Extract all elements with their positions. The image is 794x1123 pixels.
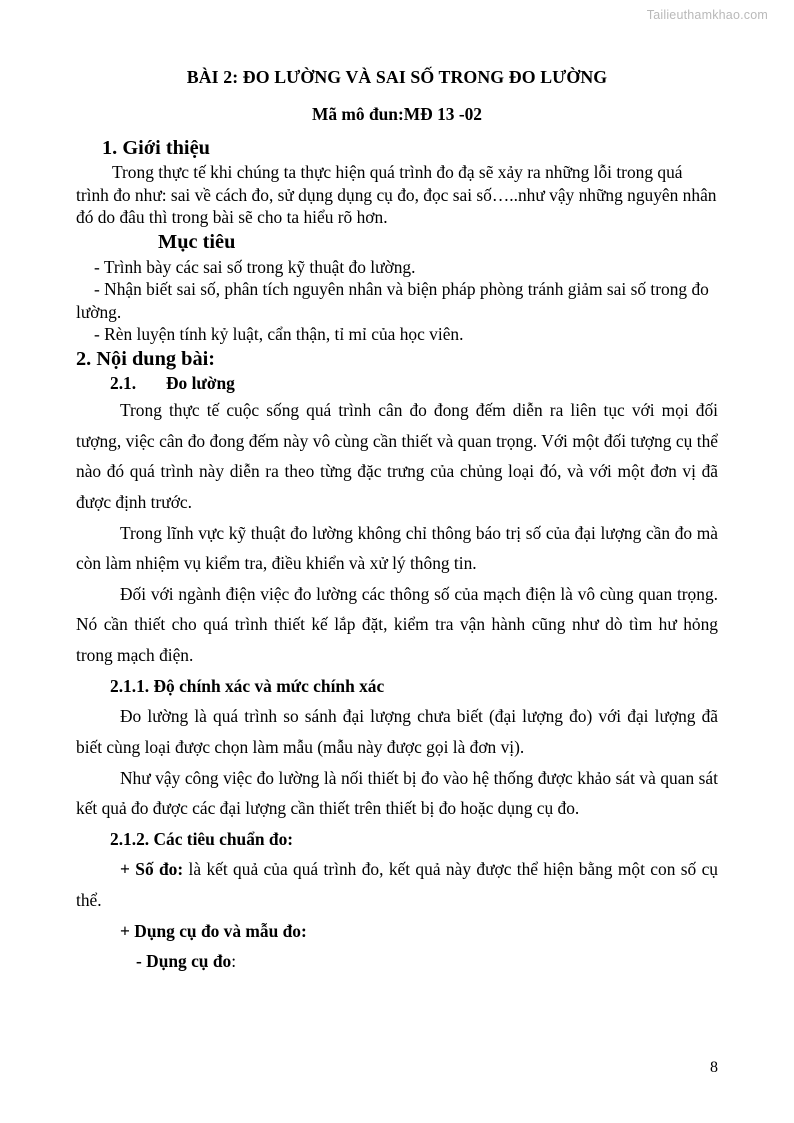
heading-section-2-1-2: 2.1.2. Các tiêu chuẩn đo: [110, 828, 294, 849]
list-item-dung-cu-mau-do [76, 916, 718, 947]
label-dung-cu-do: - Dụng cụ đo [136, 951, 232, 972]
objective-item: - Rèn luyện tính kỷ luật, cẩn thận, tỉ mỉ của học viên. [94, 324, 464, 345]
list-item-dung-cu-do [76, 946, 718, 977]
paragraph-measurement-1: Trong thực tế cuộc sống quá trình cân đo đong đếm diễn ra liên tục với mọi đối tượng, việc cân đo đong đếm này vô cùng cần thiết và quan trọng. Với một đối tượng cụ thể nào đó quá trình này diễn ra theo từng đặc trưng của chủng loại đó, và với một đơn vị đã được định trước. [76, 400, 718, 512]
paragraph-measurement-3: Đối với ngành điện việc đo lường các thông số của mạch điện là vô cùng quan trọng. Nó cần thiết cho quá trình thiết kế lắp đặt, kiểm tra vận hành cũng như dò tìm hư hỏng trong mạch điện. [76, 583, 718, 666]
paragraph-accuracy-1: Đo lường là quá trình so sánh đại lượng chưa biết (đại lượng đo) với đại lượng đã biết cùng loại được chọn làm mẫu (mẫu này được gọi là đơn vị). [76, 706, 718, 757]
suffix-dung-cu-do: : [231, 951, 237, 972]
heading-section-2-1 [76, 372, 718, 395]
section-2-1-body [76, 395, 718, 977]
section-number-2-1: 2.1. [110, 373, 137, 394]
paragraph-introduction: Trong thực tế khi chúng ta thực hiện quá trình đo đạ sẽ xảy ra những lỗi trong quá trình đo như: sai về cách đo, sử dụng dụng cụ đo, đọc sai số…..như vậy những nguyên nhân đó do đâu thì trong bài sẽ cho ta hiểu rõ hơn. [76, 162, 717, 228]
objective-item: - Trình bày các sai số trong kỹ thuật đo lường. [94, 256, 416, 277]
label-so-do: + Số đo: [120, 859, 184, 880]
objective-item: - Nhận biết sai số, phân tích nguyên nhân và biện pháp phòng tránh giảm sai số trong đo lường. [76, 279, 709, 322]
heading-objectives: Mục tiêu [158, 231, 236, 254]
module-code-subtitle: Mã mô đun:MĐ 13 -02 [311, 104, 483, 125]
page-number: 8 [710, 1059, 718, 1076]
heading-introduction: 1. Giới thiệu [102, 136, 210, 159]
list-item-so-do [76, 854, 718, 915]
section-title-2-1: Đo lường [166, 373, 235, 394]
document-content [76, 66, 718, 977]
label-dung-cu-mau-do: + Dụng cụ đo và mẫu đo: [120, 920, 307, 941]
page-title: BÀI 2: ĐO LƯỜNG VÀ SAI SỐ TRONG ĐO LƯỜNG [186, 67, 608, 87]
paragraph-accuracy-2: Như vậy công việc đo lường là nối thiết bị đo vào hệ thống được khảo sát và quan sát kết quả đo được các đại lượng cần thiết trên thiết bị đo hoặc dụng cụ đo. [76, 767, 718, 819]
heading-section-2-1-1: 2.1.1. Độ chính xác và mức chính xác [110, 675, 385, 696]
heading-content: 2. Nội dung bài: [76, 348, 216, 371]
paragraph-measurement-2: Trong lĩnh vực kỹ thuật đo lường không chỉ thông báo trị số của đại lượng cần đo mà còn làm nhiệm vụ kiểm tra, điều khiển và xử lý thông tin. [76, 522, 718, 574]
watermark-text: Tailieuthamkhao.com [646, 8, 768, 22]
text-so-do: là kết quả của quá trình đo, kết quả này được thể hiện bằng một con số cụ thể. [76, 859, 718, 911]
